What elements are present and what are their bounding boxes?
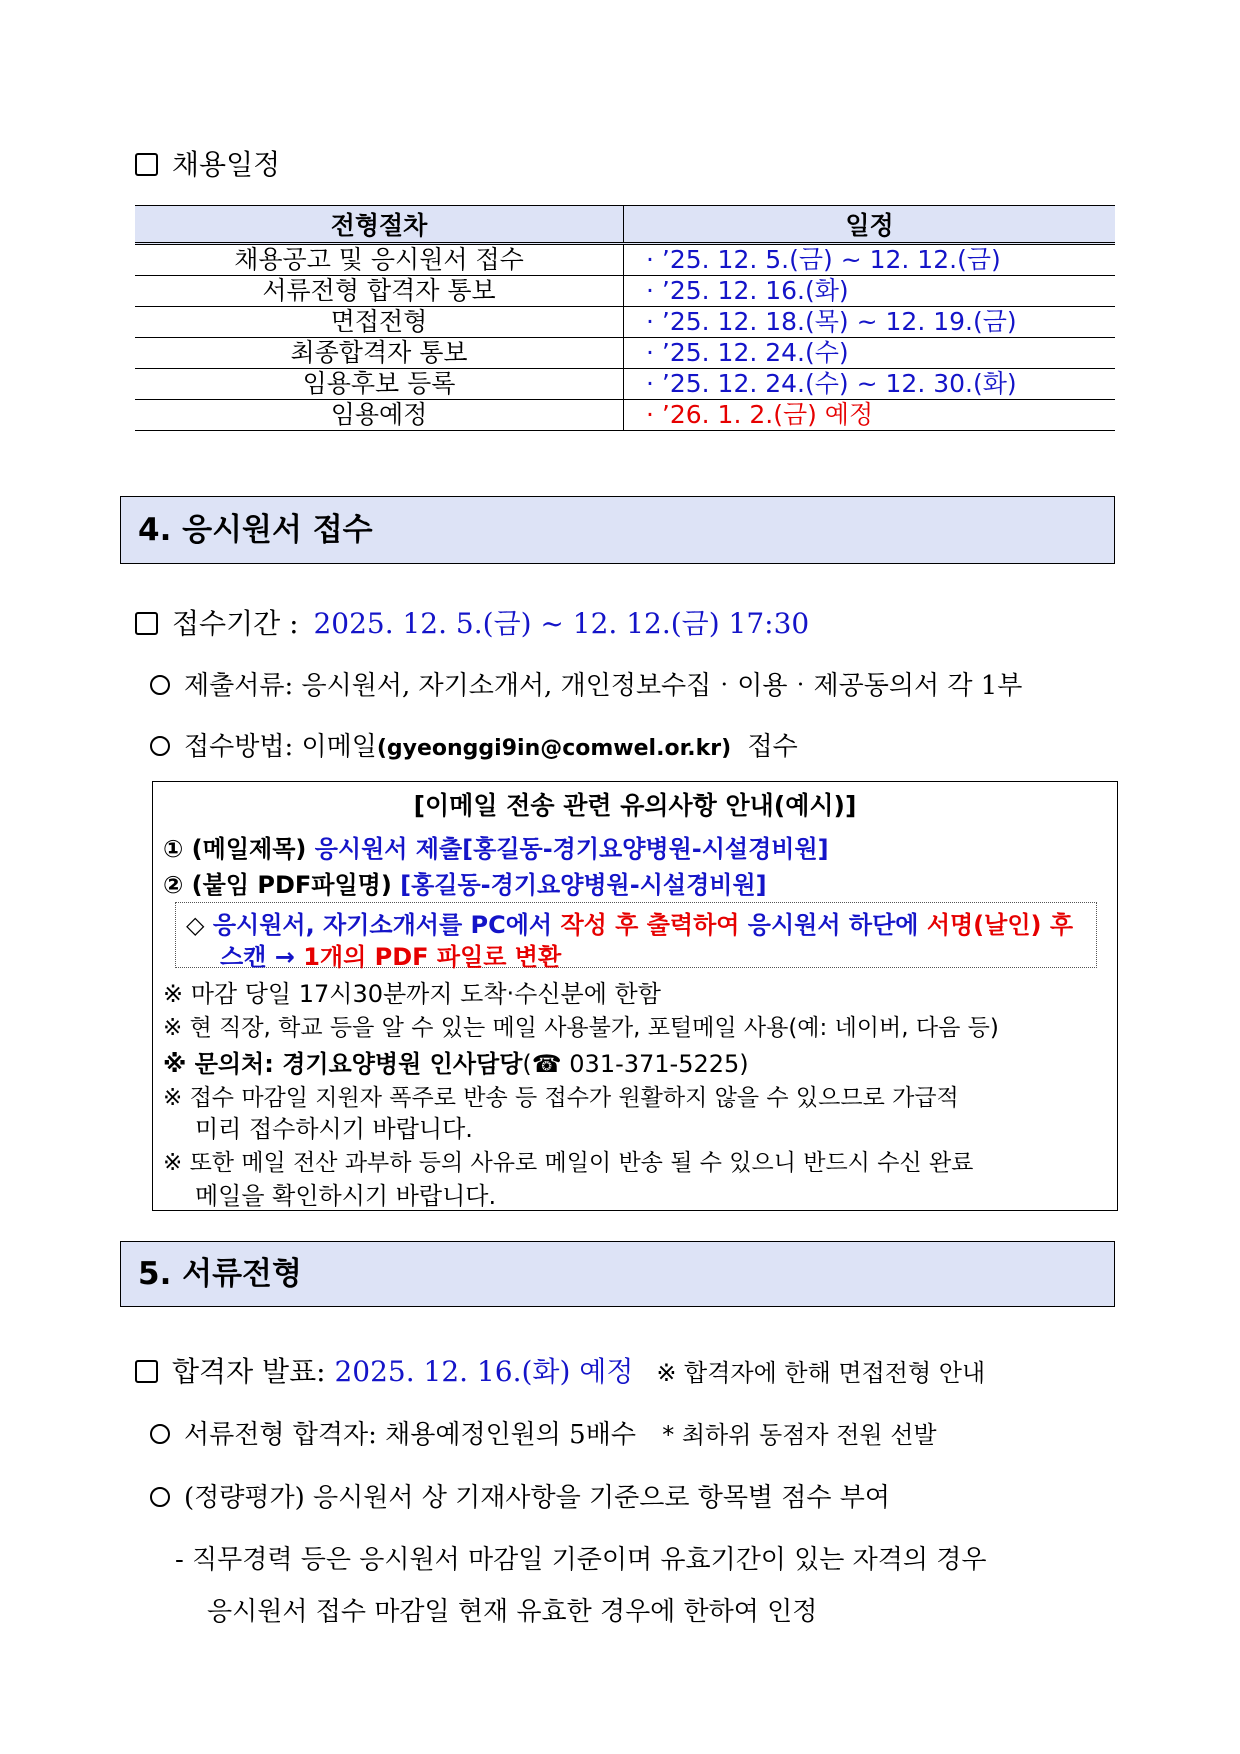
- announce-line: [135, 1350, 985, 1390]
- period-line: [135, 602, 809, 642]
- table-row: [135, 400, 1115, 431]
- email-notice-box: [152, 781, 1118, 1211]
- period-label: 접수기간 :: [172, 607, 299, 640]
- table-row: [135, 338, 1115, 369]
- section-4-header: 4. 응시원서 접수: [120, 496, 1115, 564]
- date-cell: · ’25. 12. 24.(수) ~ 12. 30.(화): [624, 369, 1116, 400]
- checkbox-square-icon: [135, 612, 158, 635]
- detail-line-1: - 직무경력 등은 응시원서 마감일 기준이며 유효기간이 있는 자격의 경우: [175, 1545, 987, 1575]
- scoring-line: [150, 1477, 890, 1514]
- process-cell: 채용공고 및 응시원서 접수: [135, 244, 624, 276]
- process-cell: 면접전형: [135, 307, 624, 338]
- process-cell: 최종합격자 통보: [135, 338, 624, 369]
- pdf-instruction-line-1: [186, 905, 1073, 940]
- pdf-instruction-line-2: [220, 937, 561, 972]
- table-row: [135, 244, 1115, 276]
- announce-note: ※ 합격자에 한해 면접전형 안내: [656, 1359, 986, 1387]
- date-cell: · ’25. 12. 16.(화): [624, 276, 1116, 307]
- item1-prefix: ① (메일제목): [163, 835, 307, 863]
- circle-bullet-icon: [150, 736, 170, 756]
- table-header-row: [135, 206, 1115, 244]
- date-cell: · ’26. 1. 2.(금) 예정: [624, 400, 1116, 431]
- instr-a: 응시원서, 자기소개서를 PC에서: [212, 911, 553, 939]
- docs-text: 제출서류: 응시원서, 자기소개서, 개인정보수집‧이용‧제공동의서 각 1부: [184, 671, 1023, 701]
- method-prefix: 접수방법: 이메일: [184, 732, 377, 762]
- date-cell: · ’25. 12. 18.(목) ~ 12. 19.(금): [624, 307, 1116, 338]
- instr-d: 서명(날인) 후: [926, 911, 1074, 939]
- date-cell: · ’25. 12. 5.(금) ~ 12. 12.(금): [624, 244, 1116, 276]
- col-header-process: 전형절차: [135, 206, 624, 244]
- note-bounce-1: ※ 또한 메일 전산 과부하 등의 사유로 메일이 반송 될 수 있으니 반드시 수신 완료: [163, 1150, 974, 1176]
- circle-bullet-icon: [150, 1424, 170, 1444]
- instr-e: 스캔 →: [220, 943, 295, 971]
- checkbox-square-icon: [135, 1360, 158, 1383]
- instr-c: 응시원서 하단에: [747, 911, 919, 939]
- pass-count-line: [150, 1414, 937, 1451]
- method-suffix: 접수: [747, 732, 798, 762]
- schedule-heading: [135, 143, 280, 183]
- note-contact: [163, 1044, 749, 1079]
- schedule-table: [135, 205, 1115, 431]
- table-row: [135, 307, 1115, 338]
- item2-prefix: ② (붙임 PDF파일명): [163, 871, 392, 899]
- period-value: 2025. 12. 5.(금) ~ 12. 12.(금) 17:30: [313, 607, 810, 640]
- item2-value: [홍길동-경기요양병원-시설경비원]: [400, 871, 767, 899]
- note-congestion-1: ※ 접수 마감일 지원자 폭주로 반송 등 접수가 원활하지 않을 수 있으므로 가급적: [163, 1085, 959, 1111]
- announce-label: 합격자 발표:: [172, 1355, 326, 1388]
- method-line: [150, 726, 798, 763]
- contact-phone: (☎ 031-371-5225): [522, 1050, 749, 1078]
- pass-note: * 최하위 동점자 전원 선발: [662, 1421, 937, 1449]
- instr-b: 작성 후 출력하여: [560, 911, 740, 939]
- notice-item-1: [163, 829, 829, 864]
- note-congestion-2: 미리 접수하시기 바랍니다.: [195, 1115, 473, 1143]
- docs-line: [150, 665, 1022, 702]
- note-email-restriction: ※ 현 직장, 학교 등을 알 수 있는 메일 사용불가, 포털메일 사용(예: 네이버, 다음 등): [163, 1015, 999, 1041]
- circle-bullet-icon: [150, 1487, 170, 1507]
- section-5-header: 5. 서류전형: [120, 1241, 1115, 1307]
- detail-line-2: 응시원서 접수 마감일 현재 유효한 경우에 한하여 인정: [207, 1597, 818, 1627]
- note-deadline: ※ 마감 당일 17시30분까지 도착‧수신분에 한함: [163, 980, 661, 1008]
- date-cell: · ’25. 12. 24.(수): [624, 338, 1116, 369]
- announce-value: 2025. 12. 16.(화) 예정: [334, 1355, 634, 1388]
- item1-value: 응시원서 제출[홍길동-경기요양병원-시설경비원]: [314, 835, 829, 863]
- col-header-date: 일정: [624, 206, 1116, 244]
- notice-item-2: [163, 865, 767, 900]
- note-bounce-2: 메일을 확인하시기 바랍니다.: [195, 1182, 497, 1210]
- contact-label: ※ 문의처: 경기요양병원 인사담당: [163, 1050, 523, 1078]
- notice-title: [이메일 전송 관련 유의사항 안내(예시)]: [413, 791, 857, 820]
- pdf-instruction-box: [175, 902, 1097, 971]
- checkbox-square-icon: [135, 153, 158, 176]
- scoring-text: (정량평가) 응시원서 상 기재사항을 기준으로 항목별 점수 부여: [184, 1483, 891, 1513]
- process-cell: 임용예정: [135, 400, 624, 431]
- instr-f: 1개의 PDF 파일로 변환: [303, 943, 562, 971]
- circle-bullet-icon: [150, 675, 170, 695]
- method-email: (gyeonggi9in@comwel.or.kr): [376, 736, 732, 761]
- process-cell: 서류전형 합격자 통보: [135, 276, 624, 307]
- process-cell: 임용후보 등록: [135, 369, 624, 400]
- schedule-heading-label: 채용일정: [172, 148, 281, 181]
- diamond-bullet-icon: ◇: [186, 911, 205, 939]
- table-row: [135, 369, 1115, 400]
- pass-count: 서류전형 합격자: 채용예정인원의 5배수: [184, 1420, 636, 1450]
- table-row: [135, 276, 1115, 307]
